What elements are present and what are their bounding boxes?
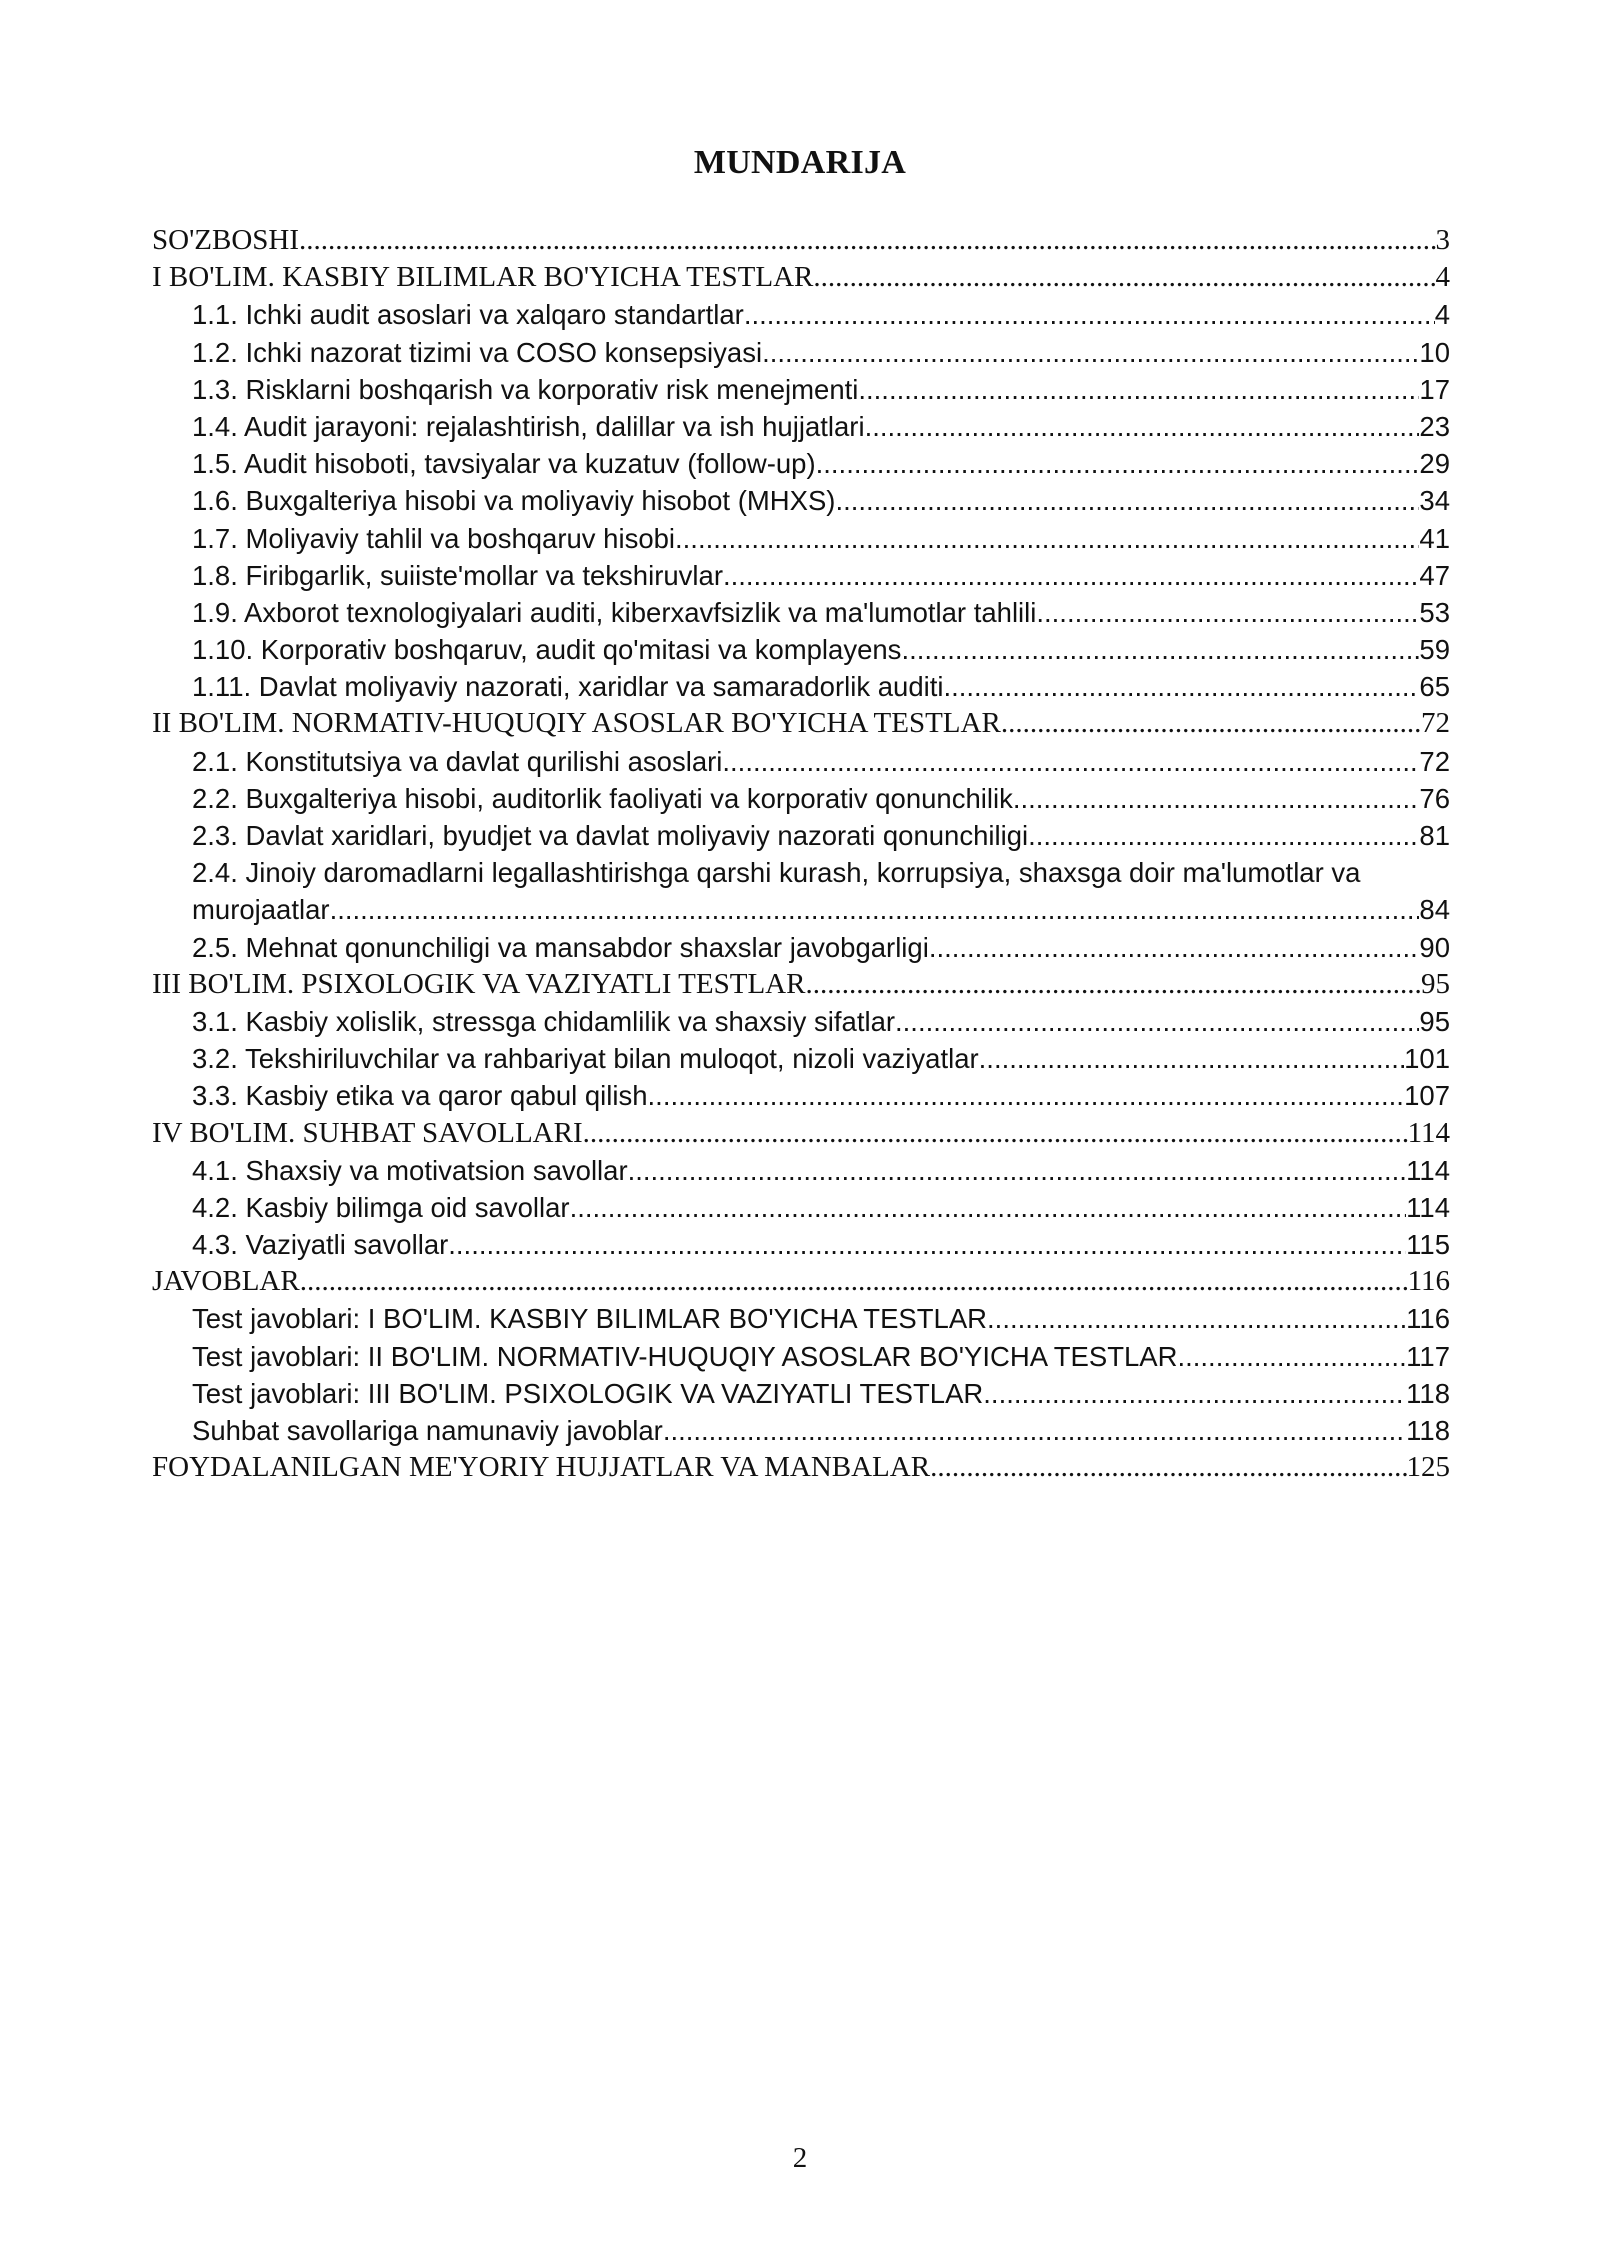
toc-entry[interactable] <box>152 482 1450 519</box>
toc-entry-title: 2.2. Buxgalteriya hisobi, auditorlik faoliyati va korporativ qonunchilik <box>192 782 1013 814</box>
toc-entry-page: 53 <box>1419 596 1450 628</box>
toc-entry-title: 3.2. Tekshiriluvchilar va rahbariyat bilan muloqot, nizoli vaziyatlar <box>192 1043 979 1075</box>
toc-entry-title: IV BO'LIM. SUHBAT SAVOLLARI <box>152 1116 583 1149</box>
toc-leader <box>330 891 1420 928</box>
toc-entry-page: 125 <box>1406 1451 1450 1484</box>
toc-leader <box>835 482 1419 519</box>
toc-entry-page: 29 <box>1419 448 1450 480</box>
toc-leader <box>805 966 1421 1003</box>
toc-entry-title: Suhbat savollariga namunaviy javoblar <box>192 1415 663 1446</box>
toc-entry-page: 114 <box>1406 1191 1450 1223</box>
toc-leader <box>813 259 1435 296</box>
toc-entry-title: 4.1. Shaxsiy va motivatsion savollar <box>192 1154 628 1186</box>
toc-entry[interactable] <box>152 1300 1450 1337</box>
page-title: MUNDARIJA <box>693 144 907 181</box>
toc-leader <box>1001 705 1421 742</box>
toc-leader <box>987 1300 1406 1337</box>
toc-entry[interactable] <box>152 1263 1450 1300</box>
toc-entry[interactable] <box>152 929 1450 966</box>
toc-entry[interactable] <box>152 557 1450 594</box>
toc-entry-title: JAVOBLAR <box>152 1265 300 1298</box>
toc-entry-page: 3 <box>1435 224 1450 256</box>
toc-entry-page: 76 <box>1419 782 1450 814</box>
toc-entry[interactable] <box>152 817 1450 854</box>
toc-entry-title: 2.3. Davlat xaridlari, byudjet va davlat moliyaviy nazorati qonunchiligi <box>192 820 1029 851</box>
toc-entry-title: 1.8. Firibgarlik, suiiste'mollar va tekshiruvlar <box>192 559 723 591</box>
toc-entry-page: 116 <box>1407 1265 1450 1298</box>
toc-entry-title: 1.5. Audit hisoboti, tavsiyalar va kuzatuv (follow-up) <box>192 448 816 480</box>
toc-entry-title: 2.4. Jinoiy daromadlarni legallashtirishga qarshi kurash, korrupsiya, shaxsga doir ma'lumotlar va <box>192 857 1361 889</box>
toc-entry[interactable] <box>152 668 1450 705</box>
toc-entry-title: 1.11. Davlat moliyaviy nazorati, xaridlar va samaradorlik auditi <box>192 671 944 703</box>
toc-leader <box>1028 817 1419 854</box>
toc-leader <box>448 1226 1406 1263</box>
toc-entry-title: 2.1. Konstitutsiya va davlat qurilishi asoslari <box>192 745 723 777</box>
toc-entry[interactable] <box>152 594 1450 631</box>
toc-leader <box>723 557 1419 594</box>
toc-entry[interactable] <box>152 408 1450 445</box>
toc-entry-page: 72 <box>1419 745 1450 777</box>
toc-entry-title: FOYDALANILGAN ME'YORIY HUJJATLAR VA MANBALAR <box>152 1451 931 1484</box>
toc-entry-page: 23 <box>1419 410 1450 442</box>
toc-entry[interactable] <box>152 1189 1450 1226</box>
toc-leader <box>663 1412 1406 1449</box>
toc-leader <box>300 1263 1408 1300</box>
toc-entry[interactable] <box>152 1412 1450 1449</box>
toc-leader <box>816 445 1420 482</box>
toc-entry[interactable] <box>152 631 1450 668</box>
toc-leader <box>979 1040 1404 1077</box>
toc-leader <box>929 929 1420 966</box>
toc-entry-page: 4 <box>1435 261 1450 294</box>
table-of-contents <box>152 222 1450 1486</box>
toc-entry[interactable] <box>152 1077 1450 1114</box>
toc-entry[interactable] <box>152 1226 1450 1263</box>
toc-entry-page: 34 <box>1419 485 1450 517</box>
toc-entry[interactable] <box>152 705 1450 742</box>
toc-entry[interactable] <box>152 334 1450 371</box>
toc-entry[interactable] <box>152 445 1450 482</box>
toc-entry-page: 114 <box>1406 1154 1450 1186</box>
toc-entry-page: 115 <box>1406 1229 1450 1261</box>
toc-entry-page: 59 <box>1419 634 1450 666</box>
toc-entry-page: 84 <box>1419 894 1450 926</box>
toc-entry-page: 114 <box>1407 1116 1450 1149</box>
toc-entry-title: III BO'LIM. PSIXOLOGIK VA VAZIYATLI TESTLAR <box>152 967 806 1000</box>
toc-entry[interactable] <box>152 520 1450 557</box>
toc-entry[interactable] <box>152 259 1450 296</box>
toc-entry-title: 1.6. Buxgalteriya hisobi va moliyaviy hisobot (MHXS) <box>192 485 836 517</box>
toc-leader <box>983 1375 1406 1412</box>
toc-entry[interactable] <box>152 222 1450 259</box>
toc-entry-continuation[interactable] <box>152 891 1450 928</box>
toc-entry-title: 4.3. Vaziyatli savollar <box>192 1229 449 1261</box>
toc-entry-title: 1.3. Risklarni boshqarish va korporativ risk menejmenti <box>192 373 859 405</box>
toc-entry-page: 81 <box>1419 820 1450 851</box>
toc-leader <box>865 408 1420 445</box>
toc-entry-title: 1.9. Axborot texnologiyalari auditi, kiberxavfsizlik va ma'lumotlar tahlili <box>192 596 1037 628</box>
toc-entry-page: 118 <box>1406 1377 1450 1409</box>
toc-entry[interactable] <box>152 1115 1450 1152</box>
toc-entry-page: 90 <box>1419 931 1450 963</box>
toc-leader <box>299 222 1435 259</box>
toc-leader <box>628 1152 1407 1189</box>
toc-entry-page: 95 <box>1421 967 1450 1000</box>
toc-entry-page: 116 <box>1406 1303 1450 1335</box>
toc-entry[interactable] <box>152 1040 1450 1077</box>
toc-entry-title: 2.5. Mehnat qonunchiligi va mansabdor shaxslar javobgarligi <box>192 931 929 963</box>
toc-entry-title: I BO'LIM. KASBIY BILIMLAR BO'YICHA TESTLAR <box>152 261 814 294</box>
toc-entry-page: 118 <box>1406 1415 1450 1446</box>
toc-leader <box>570 1189 1407 1226</box>
toc-entry-title: Test javoblari: I BO'LIM. KASBIY BILIMLAR BO'YICHA TESTLAR <box>192 1303 988 1335</box>
toc-entry-page: 17 <box>1419 373 1450 405</box>
toc-entry[interactable] <box>152 1152 1450 1189</box>
toc-entry-title: 1.7. Moliyaviy tahlil va boshqaruv hisobi <box>192 522 676 554</box>
toc-entry[interactable] <box>152 780 1450 817</box>
toc-entry-title: 1.2. Ichki nazorat tizimi va COSO konsepsiyasi <box>192 336 763 368</box>
toc-entry-multiline[interactable] <box>152 854 1450 891</box>
toc-entry-title: 3.1. Kasbiy xolislik, stressga chidamlilik va shaxsiy sifatlar <box>192 1005 896 1037</box>
toc-entry-page: 41 <box>1419 522 1450 554</box>
toc-entry-title: 1.10. Korporativ boshqaruv, audit qo'mitasi va komplayens <box>192 634 902 666</box>
toc-entry-page: 107 <box>1404 1080 1450 1112</box>
toc-entry[interactable] <box>152 1003 1450 1040</box>
toc-entry-page: 72 <box>1421 707 1450 740</box>
toc-entry-title: 1.4. Audit jarayoni: rejalashtirish, dalillar va ish hujjatlari <box>192 410 865 442</box>
toc-entry-title: II BO'LIM. NORMATIV-HUQUQIY ASOSLAR BO'YICHA TESTLAR <box>152 707 1001 740</box>
toc-entry-page: 47 <box>1419 559 1450 591</box>
toc-leader <box>943 668 1419 705</box>
toc-entry[interactable] <box>152 743 1450 780</box>
toc-leader <box>858 371 1419 408</box>
toc-entry-page: 117 <box>1406 1340 1450 1372</box>
toc-entry-title: Test javoblari: II BO'LIM. NORMATIV-HUQUQIY ASOSLAR BO'YICHA TESTLAR <box>192 1340 1178 1372</box>
toc-entry-title: 3.3. Kasbiy etika va qaror qabul qilish <box>192 1080 648 1112</box>
toc-leader <box>583 1115 1408 1152</box>
toc-leader <box>744 296 1435 333</box>
toc-entry-title: Test javoblari: III BO'LIM. PSIXOLOGIK VA VAZIYATLI TESTLAR <box>192 1377 984 1409</box>
toc-leader <box>675 520 1419 557</box>
toc-leader <box>895 1003 1419 1040</box>
page-number: 2 <box>792 2142 808 2174</box>
toc-entry-page: 65 <box>1419 671 1450 703</box>
toc-entry[interactable] <box>152 1375 1450 1412</box>
toc-entry-page: 10 <box>1419 336 1450 368</box>
toc-entry-page: 95 <box>1419 1005 1450 1037</box>
toc-leader <box>901 631 1419 668</box>
toc-leader <box>1036 594 1419 631</box>
toc-entry[interactable] <box>152 371 1450 408</box>
toc-entry-page: 101 <box>1404 1043 1450 1075</box>
toc-entry[interactable] <box>152 1449 1450 1486</box>
toc-entry[interactable] <box>152 296 1450 333</box>
toc-leader <box>1013 780 1420 817</box>
toc-leader <box>930 1449 1406 1486</box>
toc-leader <box>648 1077 1405 1114</box>
toc-entry-page: 4 <box>1434 299 1450 331</box>
toc-leader <box>722 743 1419 780</box>
toc-leader <box>762 334 1419 371</box>
toc-entry-title: 4.2. Kasbiy bilimga oid savollar <box>192 1191 570 1223</box>
toc-leader <box>1178 1338 1407 1375</box>
toc-entry-title: 1.1. Ichki audit asoslari va xalqaro standartlar <box>192 299 744 331</box>
toc-entry-title-continuation: murojaatlar <box>192 894 330 926</box>
toc-entry[interactable] <box>152 1338 1450 1375</box>
toc-entry[interactable] <box>152 966 1450 1003</box>
toc-entry-title: SO'ZBOSHI <box>152 224 300 256</box>
